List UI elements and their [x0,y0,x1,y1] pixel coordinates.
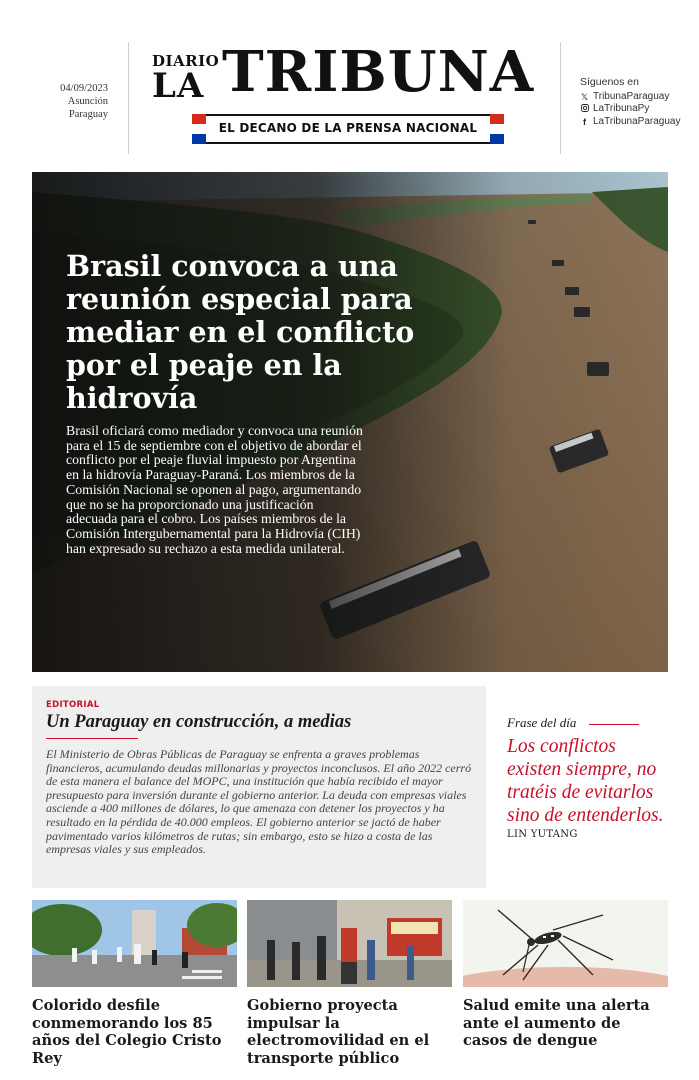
masthead-divider-left [128,42,129,154]
editorial-body: El Ministerio de Obras Públicas de Paraguay se enfrenta a graves problemas financieros, acumulando deudas millonarias y proyectos inconclusos. El año 2022 cerró de esta manera el balance del MOPC, una institución que había recibido el mayor presupuesto para inversión durante el gobierno anterior. La deuda con empresas viales asciende a 400 millones de dólares, lo que amenaza con detener los proyectos y ha resultado en la pérdida de 40.000 empleos. El gobierno anterior se jactó de haber pavimentado varios kilómetros de rutas; sin embargo, esto se hizo a costa de las empresas viales y sus empleados. [46,747,472,857]
story-card-electromobility[interactable] [247,900,452,1067]
instagram-icon [580,103,589,116]
editorial-title[interactable]: Un Paraguay en construcción, a medias [46,712,352,732]
hero-body: Brasil oficiará como mediador y convoca una reunión para el 15 de septiembre con el objetivo de abordar el conflicto por el peaje fluvial impuesto por Argentina en la hidrovía Paraguay-Paraná. Los miembros de la Comisión Nacional se oponen al pago, argumentando que no se ha proporcionado una justificación adecuada para el cobro. Los países miembros de la Comisión Intergubernamental para la Hidrovía (CIH) han expresado su rechazo a esta medida unilateral. [66,423,363,556]
editorial-divider [46,738,138,739]
quote-author: LIN YUTANG [507,829,578,840]
twitter-icon: 𝕏 [580,91,589,102]
twitter-handle: TribunaParaguay [593,90,670,102]
story-headline[interactable]: Gobierno proyecta impulsar la electromovilidad en el transporte público [247,997,430,1067]
hero-headline[interactable]: Brasil convoca a una reunión especial para mediar en el conflicto por el peaje en la hidrovía [66,249,415,415]
paraguay-flag-icon [192,114,206,144]
hero-photo-river-ships [32,172,668,672]
logo-diario: DIARIO [152,52,220,70]
issue-city: Asunción [67,96,108,107]
editorial-label: EDITORIAL [46,700,100,710]
quote-label: Frase del día [507,715,577,730]
issue-date: 04/09/2023 [60,83,108,94]
issue-country: Paraguay [68,109,108,120]
follow-label: Síguenos en [580,76,639,88]
logo-tribuna: TRIBUNA [222,39,535,105]
dateline [30,82,108,121]
social-link-facebook[interactable] [580,116,680,129]
slogan-text: EL DECANO DE LA PRENSA NACIONAL [218,121,478,135]
editorial-box [32,686,486,888]
story-photo-bus-stop [247,900,452,987]
story-card-parade[interactable] [32,900,237,1067]
social-link-instagram[interactable] [580,103,680,116]
instagram-handle: LaTribunaPy [593,103,650,114]
quote-divider [589,724,639,725]
hero-story[interactable] [32,172,668,672]
paraguay-flag-icon [490,114,504,144]
story-photo-parade [32,900,237,987]
social-link-twitter[interactable] [580,91,680,104]
social-links [580,76,680,128]
masthead [0,0,699,170]
story-headline[interactable]: Salud emite una alerta ante el aumento de casos de dengue [463,997,650,1049]
quote-text: Los conflictos existen siempre, no tratéis de evitarlos sino de entenderlos. [507,736,664,826]
logo-la: LA [152,66,205,106]
slogan-banner [192,114,504,144]
story-photo-mosquito [463,900,668,987]
quote-of-the-day [507,712,667,840]
facebook-handle: LaTribunaParaguay [593,115,681,127]
story-card-dengue[interactable] [463,900,668,1050]
story-headline[interactable]: Colorido desfile conmemorando los 85 años del Colegio Cristo Rey [32,997,222,1067]
facebook-icon: f [583,116,586,127]
newspaper-logo[interactable] [152,39,544,146]
masthead-divider-right [560,42,561,154]
